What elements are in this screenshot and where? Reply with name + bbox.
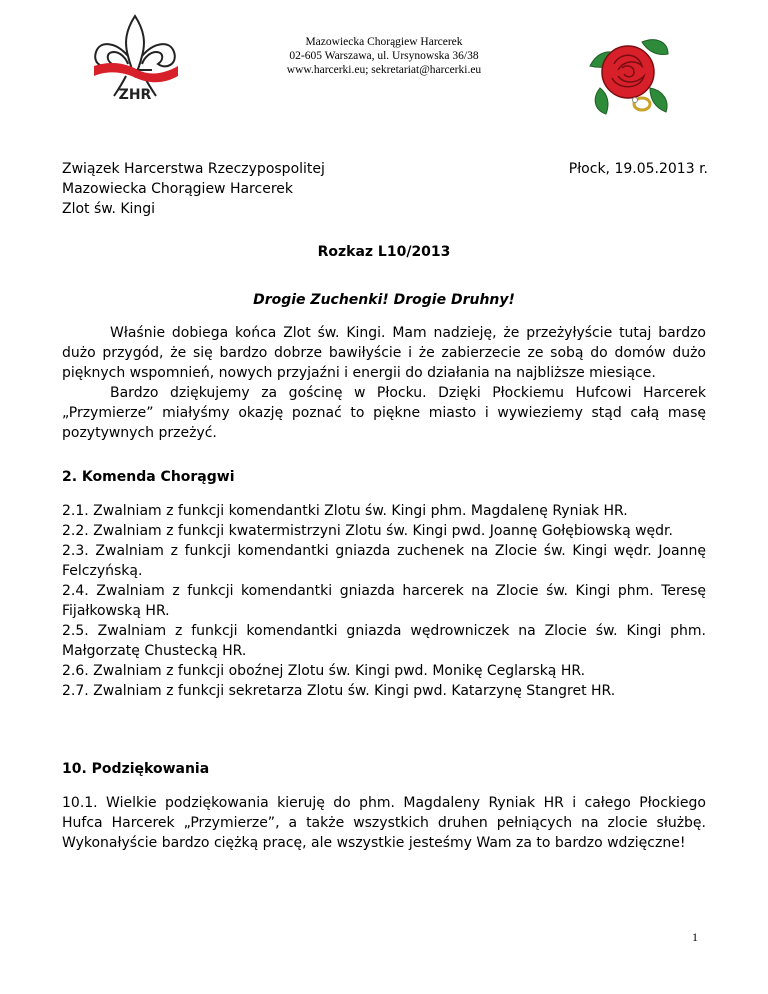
order-item: 2.4. Zwalniam z funkcji komendantki gniazda harcerek na Zlocie św. Kingi phm. Teresę Fijałkowską HR. [62,583,706,619]
greeting: Drogie Zuchenki! Drogie Druhny! [253,292,515,308]
section-items [62,793,706,853]
order-item: 2.3. Zwalniam z funkcji komendantki gniazda zuchenek na Zlocie św. Kingi wędr. Joannę Felczyńską. [62,543,706,579]
order-item: 2.5. Zwalniam z funkcji komendantki gniazda wędrowniczek na Zlocie św. Kingi phm. Małgorzatę Chustecką HR. [62,623,706,659]
section-heading: 2. Komenda Chorągwi [62,469,235,485]
logo-text: ZHR [118,87,152,103]
place-date: Płock, 19.05.2013 r. [568,161,708,177]
order-item: 2.2. Zwalniam z funkcji kwatermistrzyni Zlotu św. Kingi pwd. Joannę Gołębiowską wędr. [62,523,673,539]
letterhead [230,35,538,77]
sender-block [62,159,325,219]
order-item: 2.7. Zwalniam z funkcji sekretarza Zlotu św. Kingi pwd. Katarzynę Stangret HR. [62,683,616,699]
sender-line-2: Mazowiecka Chorągiew Harcerek [62,181,293,197]
order-item: 2.1. Zwalniam z funkcji komendantki Zlotu św. Kingi phm. Magdalenę Ryniak HR. [62,503,628,519]
letterhead-contact: www.harcerki.eu; sekretariat@harcerki.eu [286,64,482,76]
sender-line-3: Zlot św. Kingi [62,201,156,217]
intro-section [62,323,706,443]
zhr-fleur-de-lis-icon [88,12,182,104]
page-number: 1 [692,930,698,944]
section-heading: 10. Podziękowania [62,761,210,777]
letterhead-address: 02-605 Warszawa, ul. Ursynowska 36/38 [289,50,479,62]
order-item: 10.1. Wielkie podziękowania kieruję do phm. Magdaleny Ryniak HR i całego Płockiego Hufca Harcerek „Przymierze”, a także wszystkich druhen pełniących na zlocie służbę. Wykonałyście bardzo ciężką pracę, ale wszystkie jesteśmy Wam za to bardzo wdzięczne! [62,795,706,851]
order-title: Rozkaz L10/2013 [317,244,451,260]
letterhead-organization: Mazowiecka Chorągiew Harcerek [305,36,463,48]
section-items [62,501,706,701]
intro-paragraph: Właśnie dobiega końca Zlot św. Kingi. Mam nadzieję, że przeżyłyście tutaj bardzo dużo przygód, że się bardzo dobrze bawiłyście i że zabierzecie ze sobą do domów dużo pięknych wspomnień, nowych przyjaźni i energii do działania na najbliższe miesiące. [62,325,706,381]
rose-ring-icon [584,28,672,120]
intro-paragraph: Bardzo dziękujemy za gościnę w Płocku. Dzięki Płockiemu Hufcowi Harcerek „Przymierze” miałyśmy okazję poznać to piękne miasto i wywieziemy stąd całą masę pozytywnych przeżyć. [62,385,706,441]
sender-line-1: Związek Harcerstwa Rzeczypospolitej [62,161,325,177]
order-item: 2.6. Zwalniam z funkcji oboźnej Zlotu św. Kingi pwd. Monikę Ceglarską HR. [62,663,586,679]
